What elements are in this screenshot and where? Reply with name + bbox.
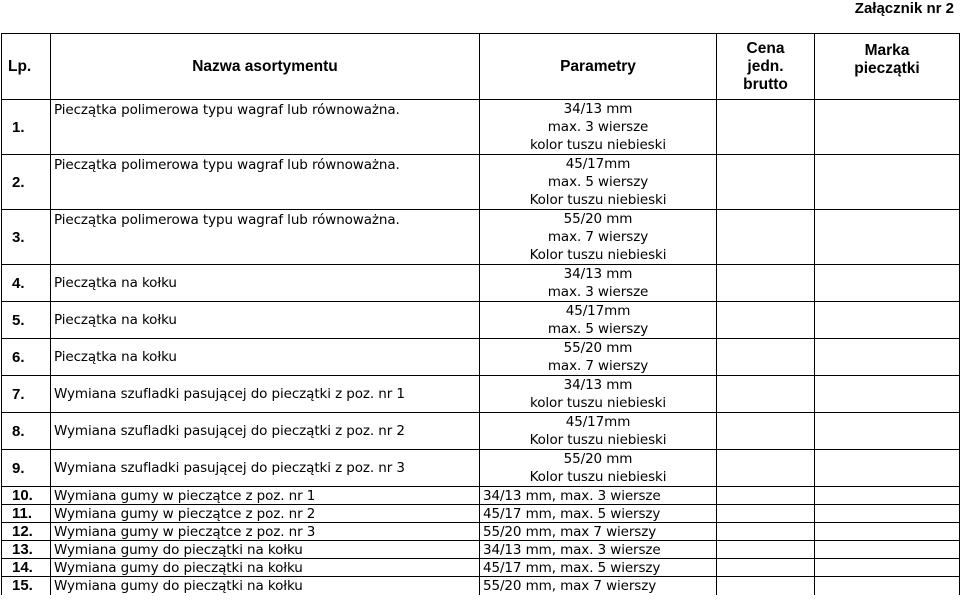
- table-row: [2, 265, 960, 302]
- table-row: [2, 487, 960, 505]
- row-price-cell[interactable]: [717, 523, 815, 541]
- row-params: [480, 265, 717, 302]
- row-name: Wymiana gumy w pieczątce z poz. nr 2: [51, 505, 480, 523]
- param-line: Kolor tuszu niebieski: [529, 432, 667, 448]
- table-header-row: [2, 34, 960, 100]
- row-params: [480, 302, 717, 339]
- row-brand-cell[interactable]: [815, 487, 960, 505]
- row-price-cell[interactable]: [717, 487, 815, 505]
- row-name: Wymiana szufladki pasującej do pieczątki z poz. nr 3: [51, 450, 480, 487]
- param-line: 55/20 mm: [563, 211, 633, 227]
- row-brand-cell[interactable]: [815, 559, 960, 577]
- row-brand-cell[interactable]: [815, 505, 960, 523]
- row-lp: 5.: [2, 302, 51, 339]
- row-lp: 14.: [2, 559, 51, 577]
- header-price-line: Cena: [746, 39, 785, 57]
- table-row: [2, 302, 960, 339]
- row-name: Pieczątka na kołku: [51, 339, 480, 376]
- param-line: 55/20 mm: [563, 451, 633, 467]
- row-lp: 15.: [2, 577, 51, 595]
- row-params: 55/20 mm, max 7 wierszy: [480, 523, 717, 541]
- row-name: Wymiana szufladki pasującej do pieczątki z poz. nr 2: [51, 413, 480, 450]
- header-lp: Lp.: [2, 34, 51, 100]
- row-lp: 7.: [2, 376, 51, 413]
- row-price-cell[interactable]: [717, 339, 815, 376]
- param-line: max. 7 wierszy: [547, 358, 649, 374]
- row-price-cell[interactable]: [717, 559, 815, 577]
- row-brand-cell[interactable]: [815, 541, 960, 559]
- row-name: Wymiana gumy do pieczątki na kołku: [51, 577, 480, 595]
- table-row: [2, 210, 960, 265]
- row-params: [480, 413, 717, 450]
- param-line: max. 5 wierszy: [547, 174, 649, 190]
- row-price-cell[interactable]: [717, 505, 815, 523]
- row-price-cell[interactable]: [717, 210, 815, 265]
- param-line: 34/13 mm: [563, 266, 633, 282]
- param-line: 45/17mm: [565, 156, 631, 172]
- row-brand-cell[interactable]: [815, 155, 960, 210]
- row-params: 45/17 mm, max. 5 wierszy: [480, 505, 717, 523]
- annex-label: Załącznik nr 2: [854, 0, 954, 17]
- row-params: 34/13 mm, max. 3 wiersze: [480, 541, 717, 559]
- row-lp: 11.: [2, 505, 51, 523]
- param-line: 34/13 mm: [563, 101, 633, 117]
- row-brand-cell[interactable]: [815, 413, 960, 450]
- row-name: Wymiana gumy do pieczątki na kołku: [51, 541, 480, 559]
- param-line: Kolor tuszu niebieski: [529, 192, 667, 208]
- row-params: [480, 339, 717, 376]
- header-brand-line: pieczątki: [854, 60, 920, 77]
- param-line: max. 3 wiersze: [547, 284, 649, 300]
- row-name: Pieczątka na kołku: [51, 265, 480, 302]
- row-lp: 12.: [2, 523, 51, 541]
- row-brand-cell[interactable]: [815, 523, 960, 541]
- row-price-cell[interactable]: [717, 100, 815, 155]
- table-row: [2, 155, 960, 210]
- param-line: Kolor tuszu niebieski: [529, 469, 667, 485]
- param-line: 45/17mm: [565, 414, 631, 430]
- row-price-cell[interactable]: [717, 155, 815, 210]
- param-line: Kolor tuszu niebieski: [529, 247, 667, 263]
- row-params: 45/17 mm, max. 5 wierszy: [480, 559, 717, 577]
- row-brand-cell[interactable]: [815, 100, 960, 155]
- row-brand-cell[interactable]: [815, 210, 960, 265]
- row-name: Wymiana gumy w pieczątce z poz. nr 1: [51, 487, 480, 505]
- table-row: [2, 100, 960, 155]
- row-brand-cell[interactable]: [815, 302, 960, 339]
- row-params: 55/20 mm, max 7 wierszy: [480, 577, 717, 595]
- row-name: Pieczątka polimerowa typu wagraf lub równoważna.: [51, 155, 480, 210]
- param-line: 55/20 mm: [563, 340, 633, 356]
- header-name: Nazwa asortymentu: [51, 34, 480, 100]
- row-lp: 13.: [2, 541, 51, 559]
- table-row: [2, 376, 960, 413]
- row-price-cell[interactable]: [717, 413, 815, 450]
- row-price-cell[interactable]: [717, 577, 815, 595]
- header-price: [717, 34, 815, 100]
- row-params: 34/13 mm, max. 3 wiersze: [480, 487, 717, 505]
- row-brand-cell[interactable]: [815, 339, 960, 376]
- param-line: 45/17mm: [565, 303, 631, 319]
- header-params: Parametry: [480, 34, 717, 100]
- row-brand-cell[interactable]: [815, 450, 960, 487]
- row-lp: 4.: [2, 265, 51, 302]
- header-brand-line: Marka: [864, 42, 910, 59]
- header-price-line: brutto: [743, 75, 788, 93]
- header-brand: [815, 34, 960, 100]
- table-row: [2, 577, 960, 595]
- row-brand-cell[interactable]: [815, 577, 960, 595]
- row-lp: 6.: [2, 339, 51, 376]
- param-line: kolor tuszu niebieski: [529, 137, 666, 153]
- param-line: max. 3 wiersze: [547, 119, 649, 135]
- table-row: [2, 450, 960, 487]
- table-row: [2, 523, 960, 541]
- param-line: 34/13 mm: [563, 377, 633, 393]
- row-params: [480, 155, 717, 210]
- table-row: [2, 541, 960, 559]
- row-price-cell[interactable]: [717, 541, 815, 559]
- row-params: [480, 376, 717, 413]
- row-name: Wymiana gumy do pieczątki na kołku: [51, 559, 480, 577]
- row-name: Wymiana gumy w pieczątce z poz. nr 3: [51, 523, 480, 541]
- row-lp: 2.: [2, 155, 51, 210]
- param-line: kolor tuszu niebieski: [529, 395, 666, 411]
- row-price-cell[interactable]: [717, 450, 815, 487]
- assortment-table: [1, 33, 960, 595]
- table-row: [2, 505, 960, 523]
- row-lp: 3.: [2, 210, 51, 265]
- row-brand-cell[interactable]: [815, 265, 960, 302]
- row-params: [480, 100, 717, 155]
- row-brand-cell[interactable]: [815, 376, 960, 413]
- row-price-cell[interactable]: [717, 302, 815, 339]
- row-lp: 1.: [2, 100, 51, 155]
- row-price-cell[interactable]: [717, 376, 815, 413]
- table-row: [2, 413, 960, 450]
- param-line: max. 7 wierszy: [547, 229, 649, 245]
- row-params: [480, 210, 717, 265]
- param-line: max. 5 wierszy: [547, 321, 649, 337]
- row-lp: 10.: [2, 487, 51, 505]
- row-lp: 8.: [2, 413, 51, 450]
- table-row: [2, 339, 960, 376]
- header-price-line: jedn.: [747, 57, 784, 75]
- row-lp: 9.: [2, 450, 51, 487]
- row-name: Pieczątka polimerowa typu wagraf lub równoważna.: [51, 210, 480, 265]
- row-name: Pieczątka polimerowa typu wagraf lub równoważna.: [51, 100, 480, 155]
- row-name: Pieczątka na kołku: [51, 302, 480, 339]
- row-price-cell[interactable]: [717, 265, 815, 302]
- row-params: [480, 450, 717, 487]
- row-name: Wymiana szufladki pasującej do pieczątki z poz. nr 1: [51, 376, 480, 413]
- table-row: [2, 559, 960, 577]
